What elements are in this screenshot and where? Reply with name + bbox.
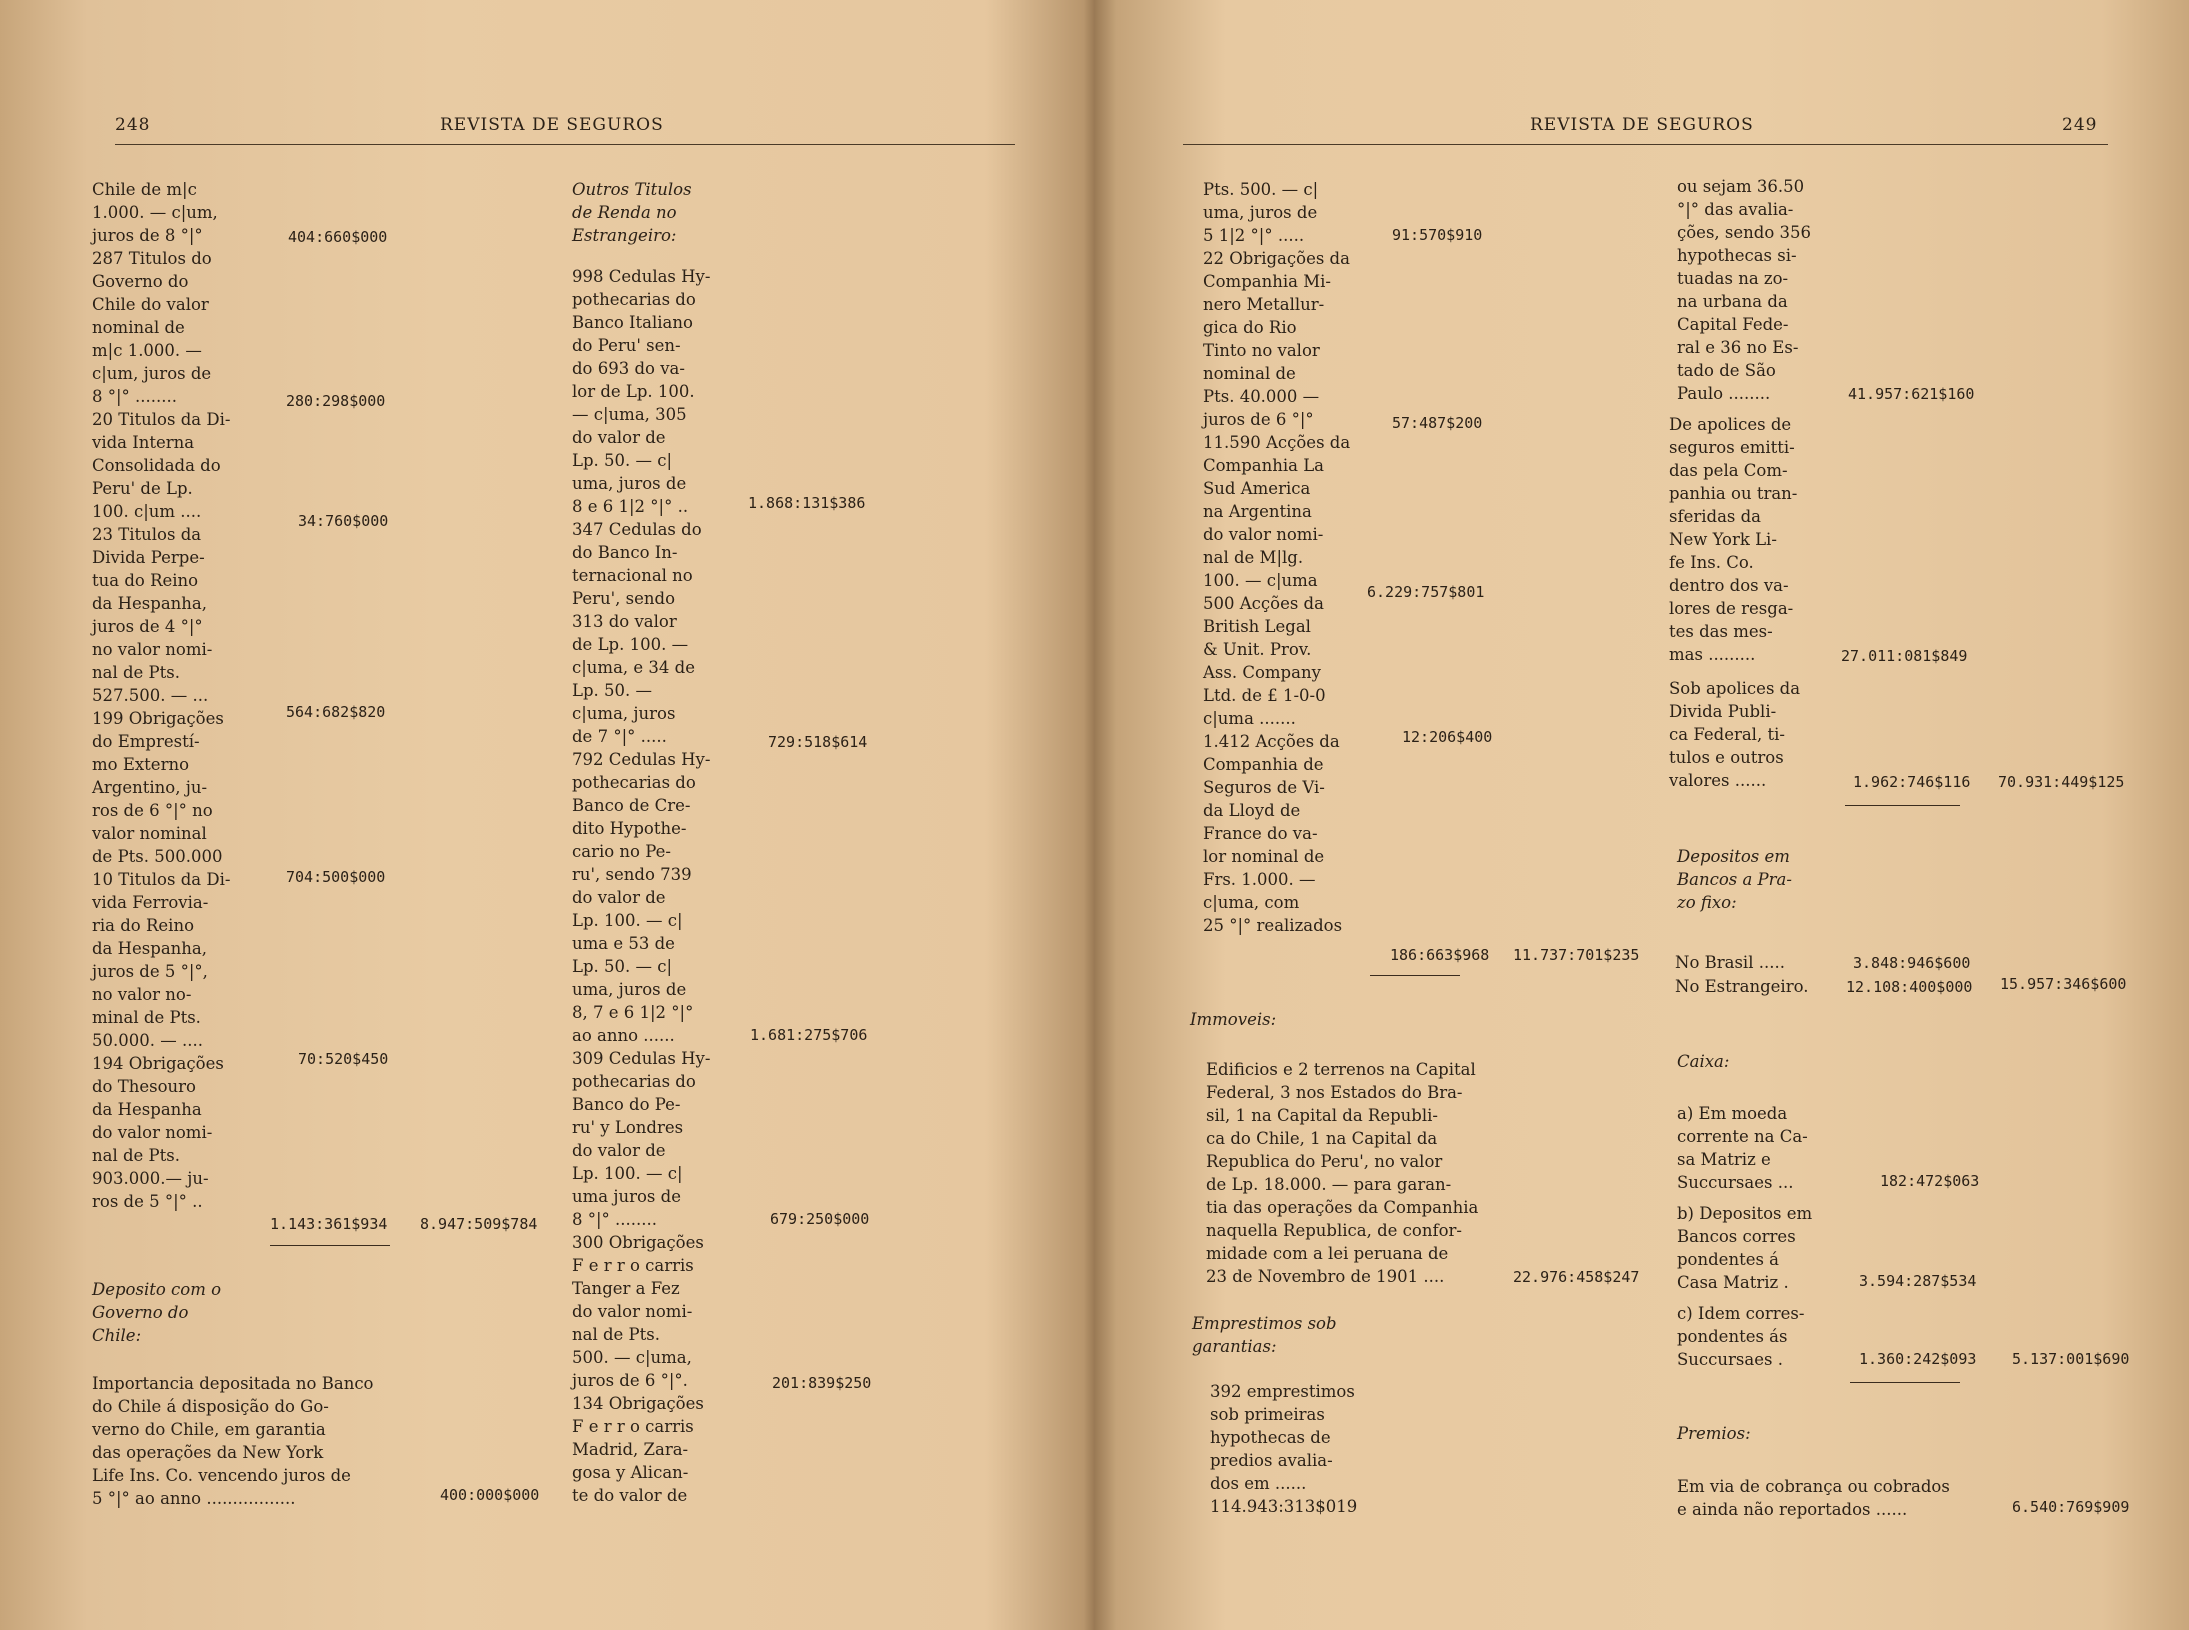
text-line: Ass. Company <box>1203 663 1321 682</box>
text-line: °|° das avalia- <box>1677 200 1794 219</box>
text-line: Companhia La <box>1203 456 1325 475</box>
amount-value: 6.229:757$801 <box>1367 583 1485 601</box>
right-column-2-top <box>1677 175 1842 405</box>
text-line: te do valor de <box>572 1486 688 1505</box>
text-line: c|uma ....... <box>1203 709 1296 728</box>
text-line: do Thesouro <box>92 1077 196 1096</box>
text-line: uma, juros de <box>1203 203 1318 222</box>
text-line: gosa y Alican- <box>572 1463 689 1482</box>
text-line: dos em ...... <box>1210 1474 1307 1493</box>
text-line: — c|uma, 305 <box>572 405 687 424</box>
immoveis-amount: 22.976:458$247 <box>1513 1268 1640 1286</box>
text-line: b) Depositos em <box>1677 1204 1813 1223</box>
text-line: gica do Rio <box>1203 318 1297 337</box>
text-line: Pts. 500. — c| <box>1203 180 1319 199</box>
text-line: sob primeiras <box>1210 1405 1325 1424</box>
text-line: 8 e 6 1|2 °|° .. <box>572 497 689 516</box>
amount-value: 729:518$614 <box>768 733 868 751</box>
running-head: REVISTA DE SEGUROS <box>1530 115 1754 135</box>
text-line: pondentes á <box>1677 1250 1780 1269</box>
text-line: Ltd. de £ 1-0-0 <box>1203 686 1326 705</box>
text-line: juros de 4 °|° <box>92 617 203 636</box>
text-line: das pela Com- <box>1669 461 1788 480</box>
amount-value: 1.868:131$386 <box>748 494 866 512</box>
heading-line: Depositos em <box>1677 847 1790 866</box>
left-column-1-total: 8.947:509$784 <box>420 1215 538 1233</box>
text-line: corrente na Ca- <box>1677 1127 1808 1146</box>
text-line: Tinto no valor <box>1203 341 1320 360</box>
text-line: tua do Reino <box>92 571 199 590</box>
text-line: do valor nomi- <box>1203 525 1324 544</box>
text-line: na Argentina <box>1203 502 1312 521</box>
text-line: Sud America <box>1203 479 1311 498</box>
text-line: 347 Cedulas do <box>572 520 702 539</box>
text-line: 11.590 Acções da <box>1203 433 1351 452</box>
text-line: vida Interna <box>92 433 195 452</box>
text-line: Federal, 3 nos Estados do Bra- <box>1206 1083 1463 1102</box>
text-line: da Hespanha, <box>92 939 208 958</box>
amount-value: 280:298$000 <box>286 392 386 410</box>
text-line: ral e 36 no Es- <box>1677 338 1799 357</box>
text-line: no valor no- <box>92 985 192 1004</box>
text-line: uma e 53 de <box>572 934 675 953</box>
text-line: Lp. 50. — c| <box>572 957 673 976</box>
text-line: ru' y Londres <box>572 1118 684 1137</box>
caixa-c-text <box>1677 1302 1877 1371</box>
outros-titulos-heading <box>572 178 747 247</box>
text-line: naquella Republica, de confor- <box>1206 1221 1462 1240</box>
text-line: dentro dos va- <box>1669 576 1789 595</box>
text-line: ca Federal, ti- <box>1669 725 1785 744</box>
text-line: 1.412 Acções da <box>1203 732 1340 751</box>
amount-value: 70:520$450 <box>298 1050 389 1068</box>
text-line: Pts. 40.000 — <box>1203 387 1320 406</box>
text-line: da Hespanha, <box>92 594 208 613</box>
text-line: uma juros de <box>572 1187 681 1206</box>
text-line: Casa Matriz . <box>1677 1273 1789 1292</box>
text-line: do Banco In- <box>572 543 678 562</box>
text-line: de 7 °|° ..... <box>572 727 667 746</box>
text-line: c) Idem corres- <box>1677 1304 1805 1323</box>
text-line: ao anno ...... <box>572 1026 675 1045</box>
text-line: Peru', sendo <box>572 589 676 608</box>
text-line: da Hespanha <box>92 1100 202 1119</box>
text-line: 527.500. — ... <box>92 686 209 705</box>
page-number: 249 <box>2062 115 2098 135</box>
text-line: vida Ferrovia- <box>92 893 209 912</box>
heading-line: Governo do <box>92 1303 189 1322</box>
deposito-text <box>92 1372 402 1510</box>
text-line: 313 do valor <box>572 612 677 631</box>
right-page <box>1100 0 2189 1630</box>
text-line: do 693 do va- <box>572 359 685 378</box>
text-line: 134 Obrigações <box>572 1394 704 1413</box>
text-line: Capital Fede- <box>1677 315 1789 334</box>
heading-line: Outros Titulos <box>572 180 692 199</box>
text-line: no valor nomi- <box>92 640 213 659</box>
text-line: fe Ins. Co. <box>1669 553 1754 572</box>
amount-value: 404:660$000 <box>288 228 388 246</box>
caixa-heading: Caixa: <box>1677 1052 1730 1071</box>
amount-value: 704:500$000 <box>286 868 386 886</box>
amount-value: 34:760$000 <box>298 512 389 530</box>
text-line: ru', sendo 739 <box>572 865 692 884</box>
premios-amount: 6.540:769$909 <box>2012 1498 2130 1516</box>
emprestimos-heading <box>1192 1312 1392 1358</box>
immoveis-heading: Immoveis: <box>1190 1010 1277 1029</box>
left-column-1 <box>92 178 267 1213</box>
text-line: pondentes ás <box>1677 1327 1788 1346</box>
caixa-a-text <box>1677 1102 1877 1194</box>
text-line: do valor de <box>572 428 666 447</box>
text-line: 100. c|um .... <box>92 502 202 521</box>
depositos-total: 15.957:346$600 <box>2000 975 2127 993</box>
text-line: Madrid, Zara- <box>572 1440 689 1459</box>
text-line: hypothecas de <box>1210 1428 1331 1447</box>
text-line: do Peru' sen- <box>572 336 681 355</box>
text-line: de Lp. 100. — <box>572 635 689 654</box>
text-line: 5 1|2 °|° ..... <box>1203 226 1305 245</box>
text-line: nominal de <box>92 318 185 337</box>
text-line: 309 Cedulas Hy- <box>572 1049 711 1068</box>
text-line: France do va- <box>1203 824 1318 843</box>
text-line: pothecarias do <box>572 290 696 309</box>
apolices-text <box>1669 413 1844 666</box>
text-line: juros de 6 °|° <box>1203 410 1314 429</box>
text-line: Divida Publi- <box>1669 702 1777 721</box>
text-line: de Pts. 500.000 <box>92 847 223 866</box>
text-line: Tanger a Fez <box>572 1279 680 1298</box>
amount-value: 679:250$000 <box>770 1210 870 1228</box>
text-line: Divida Perpe- <box>92 548 205 567</box>
sob-apolices-amount: 1.962:746$116 <box>1853 773 1971 791</box>
running-head: REVISTA DE SEGUROS <box>440 115 664 135</box>
text-line: 20 Titulos da Di- <box>92 410 231 429</box>
text-line: de Lp. 18.000. — para garan- <box>1206 1175 1452 1194</box>
caixa-total: 5.137:001$690 <box>2012 1350 2130 1368</box>
depositos-heading <box>1677 845 1852 914</box>
text-line: uma, juros de <box>572 980 687 999</box>
deposit-row-amount: 12.108:400$000 <box>1846 978 1973 996</box>
heading-line: Emprestimos sob <box>1192 1314 1337 1333</box>
text-line: ou sejam 36.50 <box>1677 177 1805 196</box>
amount-value: 1.143:361$934 <box>270 1215 388 1233</box>
text-line: do valor nomi- <box>92 1123 213 1142</box>
text-line: 114.943:313$019 <box>1210 1497 1358 1516</box>
text-line: 10 Titulos da Di- <box>92 870 231 889</box>
text-line: 22 Obrigações da <box>1203 249 1350 268</box>
text-line: 903.000.— ju- <box>92 1169 209 1188</box>
text-line: do valor nomi- <box>572 1302 693 1321</box>
text-line: Lp. 100. — c| <box>572 1164 683 1183</box>
heading-line: Estrangeiro: <box>572 226 677 245</box>
text-line: Life Ins. Co. vencendo juros de <box>92 1466 351 1485</box>
text-line: pothecarias do <box>572 1072 696 1091</box>
text-line: cario no Pe- <box>572 842 671 861</box>
text-line: c|um, juros de <box>92 364 212 383</box>
text-line: Lp. 50. — c| <box>572 451 673 470</box>
text-line: pothecarias do <box>572 773 696 792</box>
text-line: na urbana da <box>1677 292 1788 311</box>
sob-apolices-text <box>1669 677 1844 792</box>
text-line: m|c 1.000. — <box>92 341 202 360</box>
text-line: lor nominal de <box>1203 847 1325 866</box>
text-line: Succursaes . <box>1677 1350 1783 1369</box>
text-line: Bancos corres <box>1677 1227 1796 1246</box>
text-line: Edificios e 2 terrenos na Capital <box>1206 1060 1476 1079</box>
text-line: uma, juros de <box>572 474 687 493</box>
text-line: panhia ou tran- <box>1669 484 1798 503</box>
text-line: 199 Obrigações <box>92 709 224 728</box>
text-line: nal de Pts. <box>572 1325 661 1344</box>
text-line: Companhia de <box>1203 755 1324 774</box>
text-line: tulos e outros <box>1669 748 1784 767</box>
emprestimos-text <box>1210 1380 1410 1518</box>
text-line: ria do Reino <box>92 916 195 935</box>
deposit-row-label: No Brasil ..... <box>1675 953 1785 972</box>
text-line: do valor de <box>572 1141 666 1160</box>
amount-value: 1.681:275$706 <box>750 1026 868 1044</box>
text-line: ros de 6 °|° no <box>92 801 213 820</box>
text-line: 5 °|° ao anno ................. <box>92 1489 296 1508</box>
text-line: das operações da New York <box>92 1443 324 1462</box>
text-line: 287 Titulos do <box>92 249 212 268</box>
heading-line: zo fixo: <box>1677 893 1737 912</box>
text-line: tado de São <box>1677 361 1776 380</box>
text-line: Companhia Mi- <box>1203 272 1331 291</box>
caixa-b-amount: 3.594:287$534 <box>1859 1272 1977 1290</box>
text-line: & Unit. Prov. <box>1203 640 1312 659</box>
caixa-a-amount: 182:472$063 <box>1880 1172 1980 1190</box>
text-line: tia das operações da Companhia <box>1206 1198 1479 1217</box>
premios-text <box>1677 1475 2007 1521</box>
text-line: 25 °|° realizados <box>1203 916 1343 935</box>
text-line: F e r r o carris <box>572 1417 694 1436</box>
text-line: 500 Acções da <box>1203 594 1324 613</box>
text-line: 792 Cedulas Hy- <box>572 750 711 769</box>
amount-value: 186:663$968 <box>1390 946 1490 964</box>
text-line: valores ...... <box>1669 771 1767 790</box>
text-line: lores de resga- <box>1669 599 1794 618</box>
text-line: Sob apolices da <box>1669 679 1801 698</box>
text-line: Banco Italiano <box>572 313 693 332</box>
amount-value: 91:570$910 <box>1392 226 1483 244</box>
text-line: 500. — c|uma, <box>572 1348 692 1367</box>
heading-line: garantias: <box>1192 1337 1277 1356</box>
amount-value: 564:682$820 <box>286 703 386 721</box>
deposito-amount: 400:000$000 <box>440 1486 540 1504</box>
left-column-2 <box>572 265 747 1507</box>
text-line: 8 °|° ........ <box>92 387 178 406</box>
text-line: do Emprestí- <box>92 732 200 751</box>
text-line: e ainda não reportados ...... <box>1677 1500 1908 1519</box>
text-line: Frs. 1.000. — <box>1203 870 1316 889</box>
text-line: juros de 8 °|° <box>92 226 203 245</box>
amount-value: 57:487$200 <box>1392 414 1483 432</box>
text-line: 998 Cedulas Hy- <box>572 267 711 286</box>
text-line: nero Metallur- <box>1203 295 1325 314</box>
deposito-heading <box>92 1278 267 1347</box>
text-line: 100. — c|uma <box>1203 571 1318 590</box>
total-rule <box>1850 1382 1960 1383</box>
caixa-b-text <box>1677 1202 1877 1294</box>
text-line: do Chile á disposição do Go- <box>92 1397 329 1416</box>
text-line: seguros emitti- <box>1669 438 1795 457</box>
text-line: British Legal <box>1203 617 1311 636</box>
text-line: dito Hypothe- <box>572 819 687 838</box>
text-line: 23 Titulos da <box>92 525 202 544</box>
total-rule <box>1370 975 1460 976</box>
text-line: juros de 6 °|°. <box>572 1371 688 1390</box>
text-line: 300 Obrigações <box>572 1233 704 1252</box>
text-line: sil, 1 na Capital da Republi- <box>1206 1106 1438 1125</box>
text-line: Peru' de Lp. <box>92 479 193 498</box>
text-line: Chile do valor <box>92 295 209 314</box>
text-line: sferidas da <box>1669 507 1762 526</box>
text-line: Chile de m|c <box>92 180 197 199</box>
text-line: F e r r o carris <box>572 1256 694 1275</box>
text-line: mo Externo <box>92 755 190 774</box>
heading-line: Chile: <box>92 1326 142 1345</box>
text-line: c|uma, e 34 de <box>572 658 695 677</box>
text-line: Republica do Peru', no valor <box>1206 1152 1443 1171</box>
text-line: Lp. 50. — <box>572 681 652 700</box>
heading-line: Bancos a Pra- <box>1677 870 1792 889</box>
text-line: Lp. 100. — c| <box>572 911 683 930</box>
text-line: 8 °|° ........ <box>572 1210 658 1229</box>
caixa-c-amount: 1.360:242$093 <box>1859 1350 1977 1368</box>
text-line: juros de 5 °|°, <box>92 962 208 981</box>
text-line: hypothecas si- <box>1677 246 1797 265</box>
amount-value: 12:206$400 <box>1402 728 1493 746</box>
heading-line: Deposito com o <box>92 1280 222 1299</box>
total-rule <box>1845 805 1960 806</box>
text-line: Argentino, ju- <box>92 778 208 797</box>
text-line: 23 de Novembro de 1901 .... <box>1206 1267 1445 1286</box>
text-line: 1.000. — c|um, <box>92 203 218 222</box>
page-number: 248 <box>115 115 151 135</box>
total-rule <box>270 1245 390 1246</box>
text-line: Paulo ........ <box>1677 384 1771 403</box>
left-page <box>0 0 1085 1630</box>
right-column-1 <box>1203 178 1443 937</box>
text-line: tuadas na zo- <box>1677 269 1789 288</box>
text-line: mas ......... <box>1669 645 1756 664</box>
text-line: 392 emprestimos <box>1210 1382 1355 1401</box>
text-line: valor nominal <box>92 824 207 843</box>
text-line: Banco do Pe- <box>572 1095 681 1114</box>
text-line: ros de 5 °|° .. <box>92 1192 203 1211</box>
text-line: Em via de cobrança ou cobrados <box>1677 1477 1950 1496</box>
text-line: Succursaes ... <box>1677 1173 1794 1192</box>
text-line: 194 Obrigações <box>92 1054 224 1073</box>
text-line: minal de Pts. <box>92 1008 201 1027</box>
text-line: da Lloyd de <box>1203 801 1301 820</box>
text-line: De apolices de <box>1669 415 1792 434</box>
text-line: Governo do <box>92 272 189 291</box>
heading-line: de Renda no <box>572 203 677 222</box>
right-column-1-total: 11.737:701$235 <box>1513 946 1640 964</box>
text-line: verno do Chile, em garantia <box>92 1420 326 1439</box>
text-line: 50.000. — .... <box>92 1031 203 1050</box>
premios-heading: Premios: <box>1677 1424 1751 1443</box>
text-line: Seguros de Vi- <box>1203 778 1325 797</box>
deposit-row-amount: 3.848:946$600 <box>1853 954 1971 972</box>
amount-value: 201:839$250 <box>772 1374 872 1392</box>
header-rule <box>1183 144 2108 145</box>
text-line: ções, sendo 356 <box>1677 223 1811 242</box>
text-line: nominal de <box>1203 364 1296 383</box>
text-line: nal de Pts. <box>92 663 181 682</box>
hypothecas-amount: 41.957:621$160 <box>1848 385 1975 403</box>
text-line: ternacional no <box>572 566 693 585</box>
text-line: sa Matriz e <box>1677 1150 1771 1169</box>
text-line: ca do Chile, 1 na Capital da <box>1206 1129 1438 1148</box>
sob-apolices-total: 70.931:449$125 <box>1998 773 2125 791</box>
header-rule <box>115 144 1015 145</box>
text-line: Importancia depositada no Banco <box>92 1374 374 1393</box>
text-line: nal de M|lg. <box>1203 548 1304 567</box>
text-line: New York Li- <box>1669 530 1777 549</box>
text-line: Consolidada do <box>92 456 221 475</box>
text-line: a) Em moeda <box>1677 1104 1788 1123</box>
deposit-row-label: No Estrangeiro. <box>1675 977 1809 996</box>
text-line: c|uma, com <box>1203 893 1300 912</box>
text-line: predios avalia- <box>1210 1451 1333 1470</box>
immoveis-text <box>1206 1058 1506 1288</box>
text-line: do valor de <box>572 888 666 907</box>
text-line: nal de Pts. <box>92 1146 181 1165</box>
text-line: c|uma, juros <box>572 704 676 723</box>
text-line: lor de Lp. 100. <box>572 382 695 401</box>
apolices-amount: 27.011:081$849 <box>1841 647 1968 665</box>
text-line: tes das mes- <box>1669 622 1773 641</box>
text-line: Banco de Cre- <box>572 796 691 815</box>
text-line: 8, 7 e 6 1|2 °|° <box>572 1003 694 1022</box>
text-line: midade com a lei peruana de <box>1206 1244 1449 1263</box>
